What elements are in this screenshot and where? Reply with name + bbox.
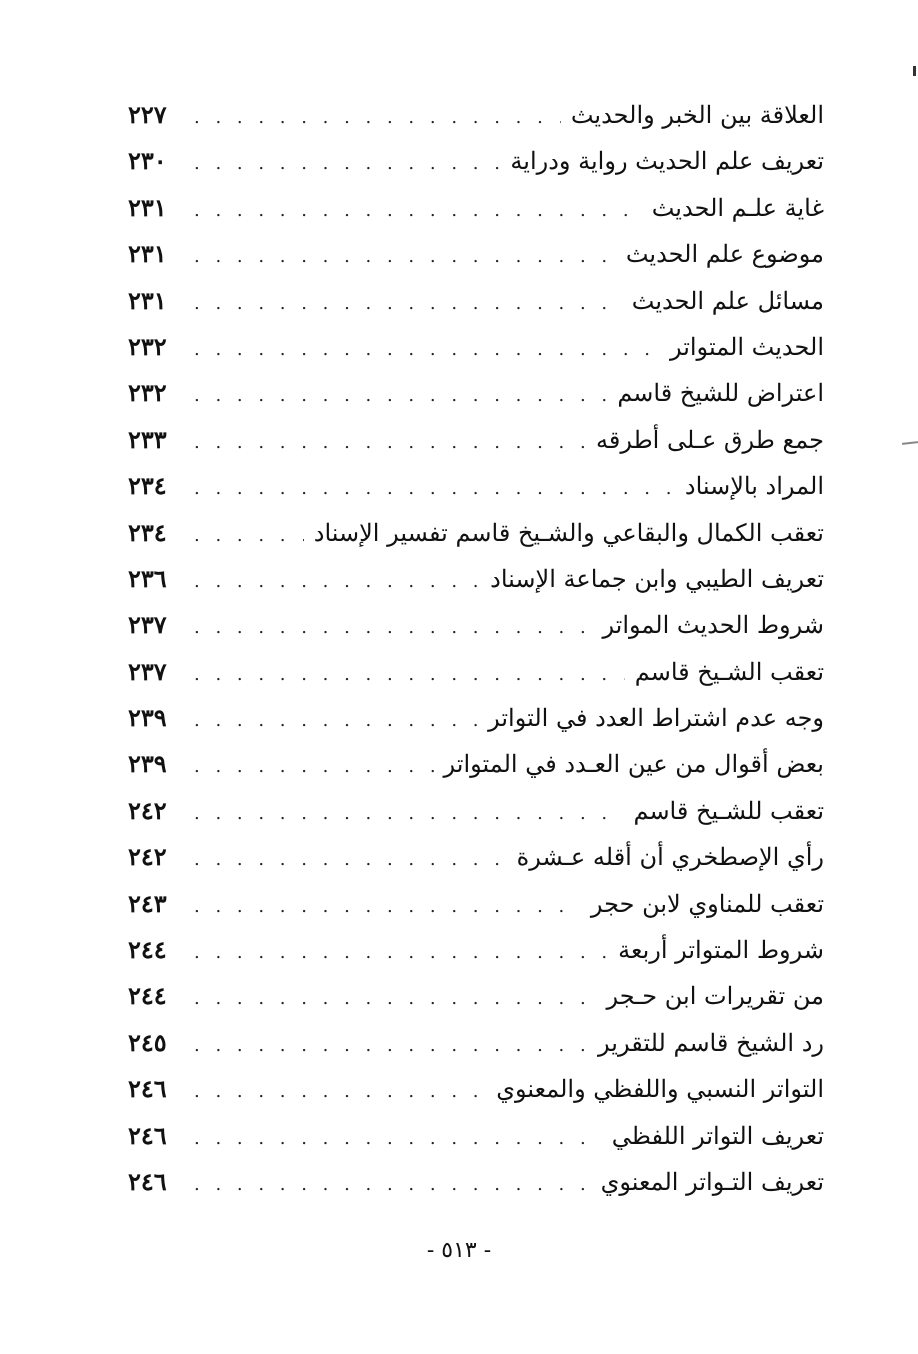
- toc-entry: [128, 657, 824, 703]
- toc-entry: [128, 749, 824, 795]
- toc-entry-title: بعض أقوال من عين العـدد في المتواتر: [443, 750, 824, 779]
- toc-entry-title: شروط المتواتر أربعة: [618, 936, 824, 965]
- dot-leader: [194, 803, 623, 824]
- toc-entry-title: تعريف علم الحديث رواية ودراية: [510, 147, 824, 176]
- dot-leader: [194, 571, 480, 592]
- dot-leader: [194, 617, 592, 638]
- toc-entry-title: مسائل علم الحديث: [631, 286, 824, 315]
- toc-entry-title: من تقريرات ابن حـجر: [606, 982, 824, 1011]
- toc-entry: [128, 703, 824, 749]
- toc-entry: [128, 425, 824, 471]
- dot-leader: [194, 896, 581, 917]
- toc-entry-page-number: ٢٣٧: [128, 610, 167, 640]
- toc-entry-title: المراد بالإسناد: [684, 472, 824, 501]
- dot-leader: [194, 1081, 486, 1102]
- table-of-contents: [128, 100, 824, 1213]
- toc-entry-page-number: ٢٣٩: [128, 749, 167, 779]
- toc-entry-title: العلاقة بين الخبر والحديث: [570, 101, 824, 129]
- toc-entry-title: رد الشيخ قاسم للتقرير: [598, 1028, 824, 1057]
- toc-entry: [128, 146, 824, 192]
- toc-entry-page-number: ٢٣٦: [128, 563, 167, 593]
- toc-entry-title: غاية علـم الحديث: [651, 193, 824, 222]
- toc-entry-page-number: ٢٤٥: [128, 1027, 167, 1057]
- toc-entry-page-number: ٢٣١: [128, 192, 167, 222]
- toc-entry-title: تعريف التواتر اللفظي: [611, 1121, 824, 1150]
- toc-entry-page-number: ٢٣٧: [128, 656, 167, 686]
- toc-entry: [128, 1028, 824, 1074]
- page-edge-mark: [913, 66, 916, 76]
- toc-entry-title: تعريف التـواتر المعنوي: [600, 1167, 824, 1196]
- dot-leader: [194, 293, 622, 314]
- dot-leader: [194, 153, 500, 174]
- toc-entry-page-number: ٢٤٤: [128, 935, 167, 965]
- toc-entry-title: موضوع علم الحديث: [625, 240, 824, 269]
- toc-entry-title: تعقب للمناوي لابن حجر: [590, 889, 824, 918]
- toc-entry: [128, 332, 824, 378]
- toc-entry-title: تعقب للشـيخ قاسم: [633, 796, 824, 825]
- toc-entry: [128, 1121, 824, 1167]
- toc-entry-page-number: ٢٣١: [128, 239, 167, 269]
- margin-pencil-mark: [902, 441, 918, 445]
- toc-entry-page-number: ٢٢٧: [128, 100, 167, 129]
- toc-entry-title: رأي الإصطخري أن أقله عـشرة: [516, 843, 824, 872]
- toc-entry-page-number: ٢٣٣: [128, 424, 167, 454]
- dot-leader: [194, 1128, 602, 1149]
- toc-entry: [128, 378, 824, 424]
- toc-entry-page-number: ٢٤٢: [128, 842, 167, 872]
- dot-leader: [194, 1035, 588, 1056]
- toc-entry-page-number: ٢٤٢: [128, 795, 167, 825]
- toc-entry: [128, 286, 824, 332]
- toc-entry: [128, 193, 824, 239]
- toc-entry-page-number: ٢٣٢: [128, 331, 167, 361]
- toc-entry: [128, 889, 824, 935]
- toc-entry: [128, 981, 824, 1027]
- dot-leader: [194, 478, 675, 499]
- toc-entry: [128, 796, 824, 842]
- toc-entry-title: التواتر النسبي واللفظي والمعنوي: [496, 1075, 824, 1104]
- toc-entry-page-number: ٢٤٦: [128, 1166, 167, 1196]
- toc-entry-page-number: ٢٣٢: [128, 378, 167, 408]
- toc-entry: [128, 1074, 824, 1120]
- toc-entry-title: وجه عدم اشتراط العدد في التواتر: [488, 704, 824, 733]
- toc-entry-page-number: ٢٤٣: [128, 888, 167, 918]
- toc-entry: [128, 610, 824, 656]
- toc-entry-page-number: ٢٣٤: [128, 471, 167, 501]
- toc-entry: [128, 935, 824, 981]
- toc-entry-title: تعقب الشـيخ قاسم: [634, 657, 824, 686]
- toc-entry: [128, 842, 824, 888]
- toc-entry-title: شروط الحديث المواتر: [602, 611, 824, 640]
- toc-entry-page-number: ٢٣٠: [128, 146, 167, 176]
- dot-leader: [194, 246, 616, 267]
- toc-entry: [128, 471, 824, 517]
- dot-leader: [194, 849, 507, 870]
- toc-entry: [128, 518, 824, 564]
- dot-leader: [194, 107, 561, 128]
- dot-leader: [194, 756, 434, 777]
- toc-entry-title: تعريف الطيبي وابن جماعة الإسناد: [490, 564, 824, 593]
- toc-entry-page-number: ٢٣١: [128, 285, 167, 315]
- toc-entry-page-number: ٢٤٤: [128, 981, 167, 1011]
- toc-entry-title: اعتراض للشيخ قاسم: [617, 379, 824, 408]
- dot-leader: [194, 710, 478, 731]
- toc-entry: [128, 239, 824, 285]
- toc-entry-page-number: ٢٤٦: [128, 1074, 167, 1104]
- toc-entry-page-number: ٢٤٦: [128, 1120, 167, 1150]
- toc-entry-title: جمع طرق عـلى أطرقه: [596, 425, 824, 454]
- dot-leader: [194, 432, 586, 453]
- toc-entry-page-number: ٢٣٩: [128, 703, 167, 733]
- toc-entry-page-number: ٢٣٤: [128, 517, 167, 547]
- dot-leader: [194, 525, 304, 546]
- toc-entry-title: الحديث المتواتر: [669, 332, 824, 361]
- toc-entry-title: تعقب الكمال والبقاعي والشـيخ قاسم تفسير الإسناد: [313, 518, 824, 547]
- toc-entry: [128, 1167, 824, 1213]
- dot-leader: [194, 664, 625, 685]
- dot-leader: [194, 200, 642, 221]
- dot-leader: [194, 339, 660, 360]
- toc-entry: [128, 564, 824, 610]
- dot-leader: [194, 942, 608, 963]
- page-number: - ٥١٣ -: [426, 1238, 492, 1263]
- dot-leader: [194, 385, 607, 406]
- dot-leader: [194, 988, 597, 1009]
- toc-entry: [128, 100, 824, 146]
- dot-leader: [194, 1174, 591, 1195]
